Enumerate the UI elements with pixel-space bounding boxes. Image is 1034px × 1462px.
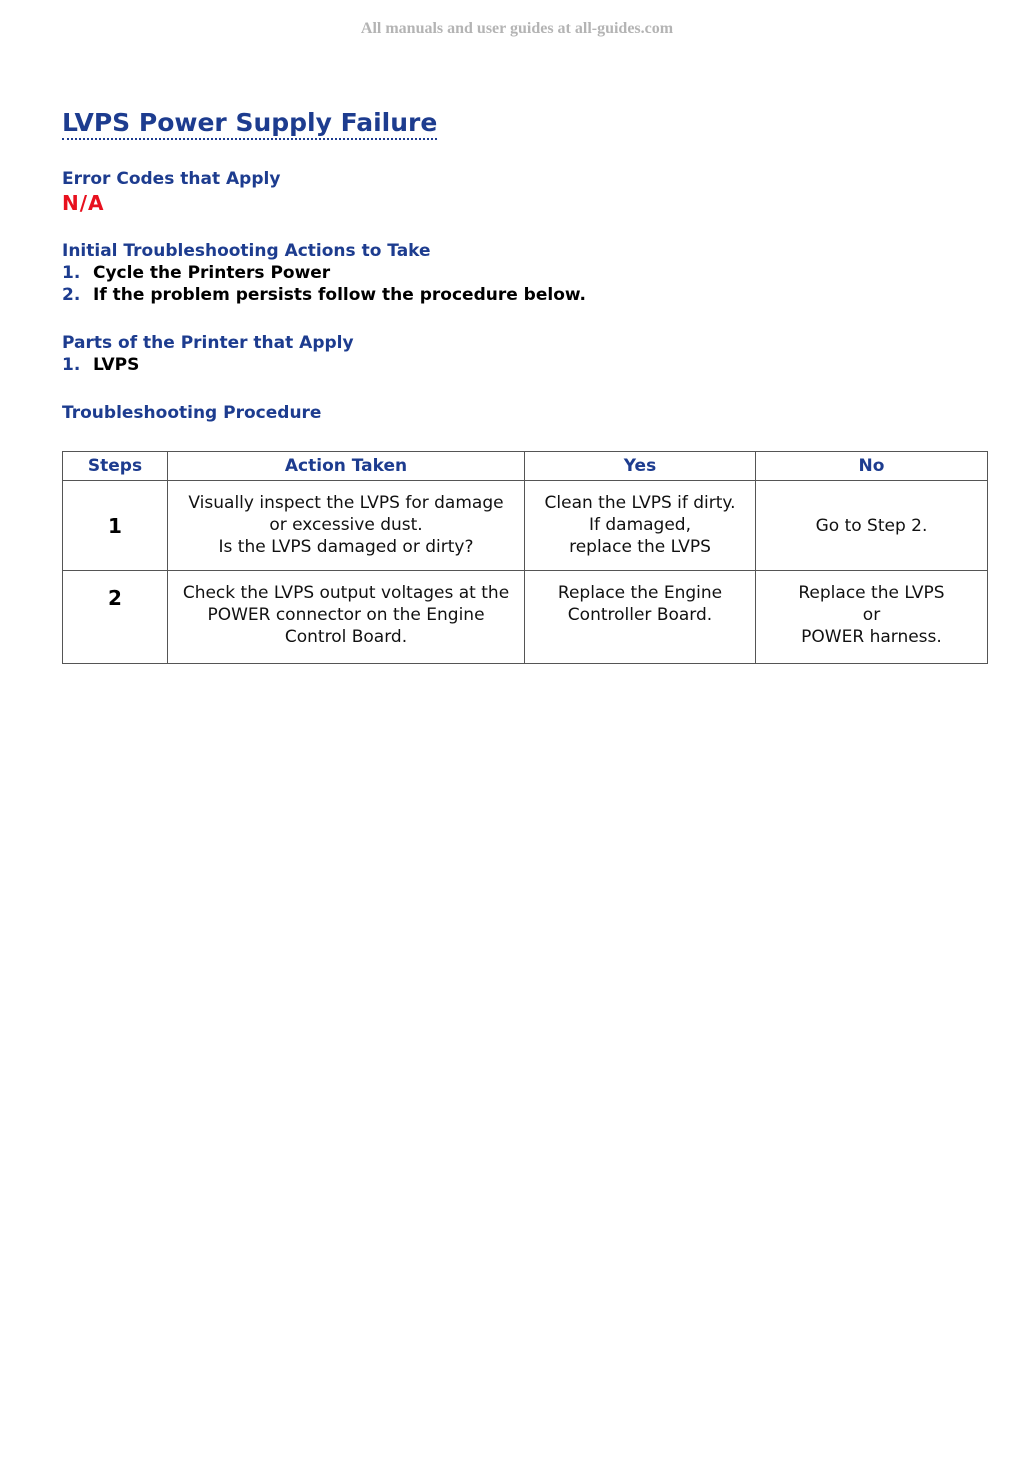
procedure-heading: Troubleshooting Procedure (62, 403, 322, 423)
table-header-row (63, 452, 988, 481)
cell-line: replace the LVPS (569, 537, 711, 557)
cell-line: Control Board. (284, 627, 408, 647)
column-header-no: No (756, 452, 988, 481)
action-cell (168, 571, 525, 664)
list-item (62, 284, 992, 306)
table-row (63, 571, 988, 664)
yes-cell (525, 481, 756, 571)
list-item-number: 1. (62, 263, 81, 283)
document-body (62, 108, 992, 424)
cell-line: Clean the LVPS if dirty. (544, 493, 736, 513)
cell-line: Visually inspect the LVPS for damage (188, 493, 504, 513)
cell-line: Check the LVPS output voltages at the (182, 583, 510, 603)
column-header-steps: Steps (63, 452, 168, 481)
list-item-text: If the problem persists follow the procedure below. (93, 285, 586, 305)
cell-line: If damaged, (588, 515, 692, 535)
cell-line: Replace the LVPS (798, 583, 945, 603)
parts-heading: Parts of the Printer that Apply (62, 333, 354, 353)
cell-line: POWER harness. (801, 627, 942, 647)
initial-actions-heading: Initial Troubleshooting Actions to Take (62, 241, 431, 261)
cell-line: Controller Board. (567, 605, 713, 625)
parts-list (62, 354, 992, 376)
page-title: LVPS Power Supply Failure (62, 108, 437, 140)
initial-actions-list (62, 262, 992, 306)
column-header-yes: Yes (525, 452, 756, 481)
list-item-text: LVPS (93, 355, 140, 375)
list-item (62, 354, 992, 376)
cell-line: Go to Step 2. (815, 516, 928, 536)
cell-line: Replace the Engine (557, 583, 723, 603)
error-codes-value: N/A (62, 191, 105, 215)
cell-line: or (862, 605, 881, 625)
column-header-action: Action Taken (168, 452, 525, 481)
step-number: 2 (63, 571, 168, 664)
list-item-text: Cycle the Printers Power (93, 263, 331, 283)
list-item-number: 1. (62, 355, 81, 375)
cell-line: Is the LVPS damaged or dirty? (218, 537, 474, 557)
error-codes-heading: Error Codes that Apply (62, 169, 281, 189)
cell-line: POWER connector on the Engine (207, 605, 485, 625)
cell-line: or excessive dust. (269, 515, 423, 535)
list-item (62, 262, 992, 284)
step-number: 1 (63, 481, 168, 571)
table-row (63, 481, 988, 571)
action-cell (168, 481, 525, 571)
no-cell (756, 481, 988, 571)
procedure-table (62, 451, 988, 664)
list-item-number: 2. (62, 285, 81, 305)
yes-cell (525, 571, 756, 664)
no-cell (756, 571, 988, 664)
watermark: All manuals and user guides at all-guides.com (360, 20, 674, 37)
